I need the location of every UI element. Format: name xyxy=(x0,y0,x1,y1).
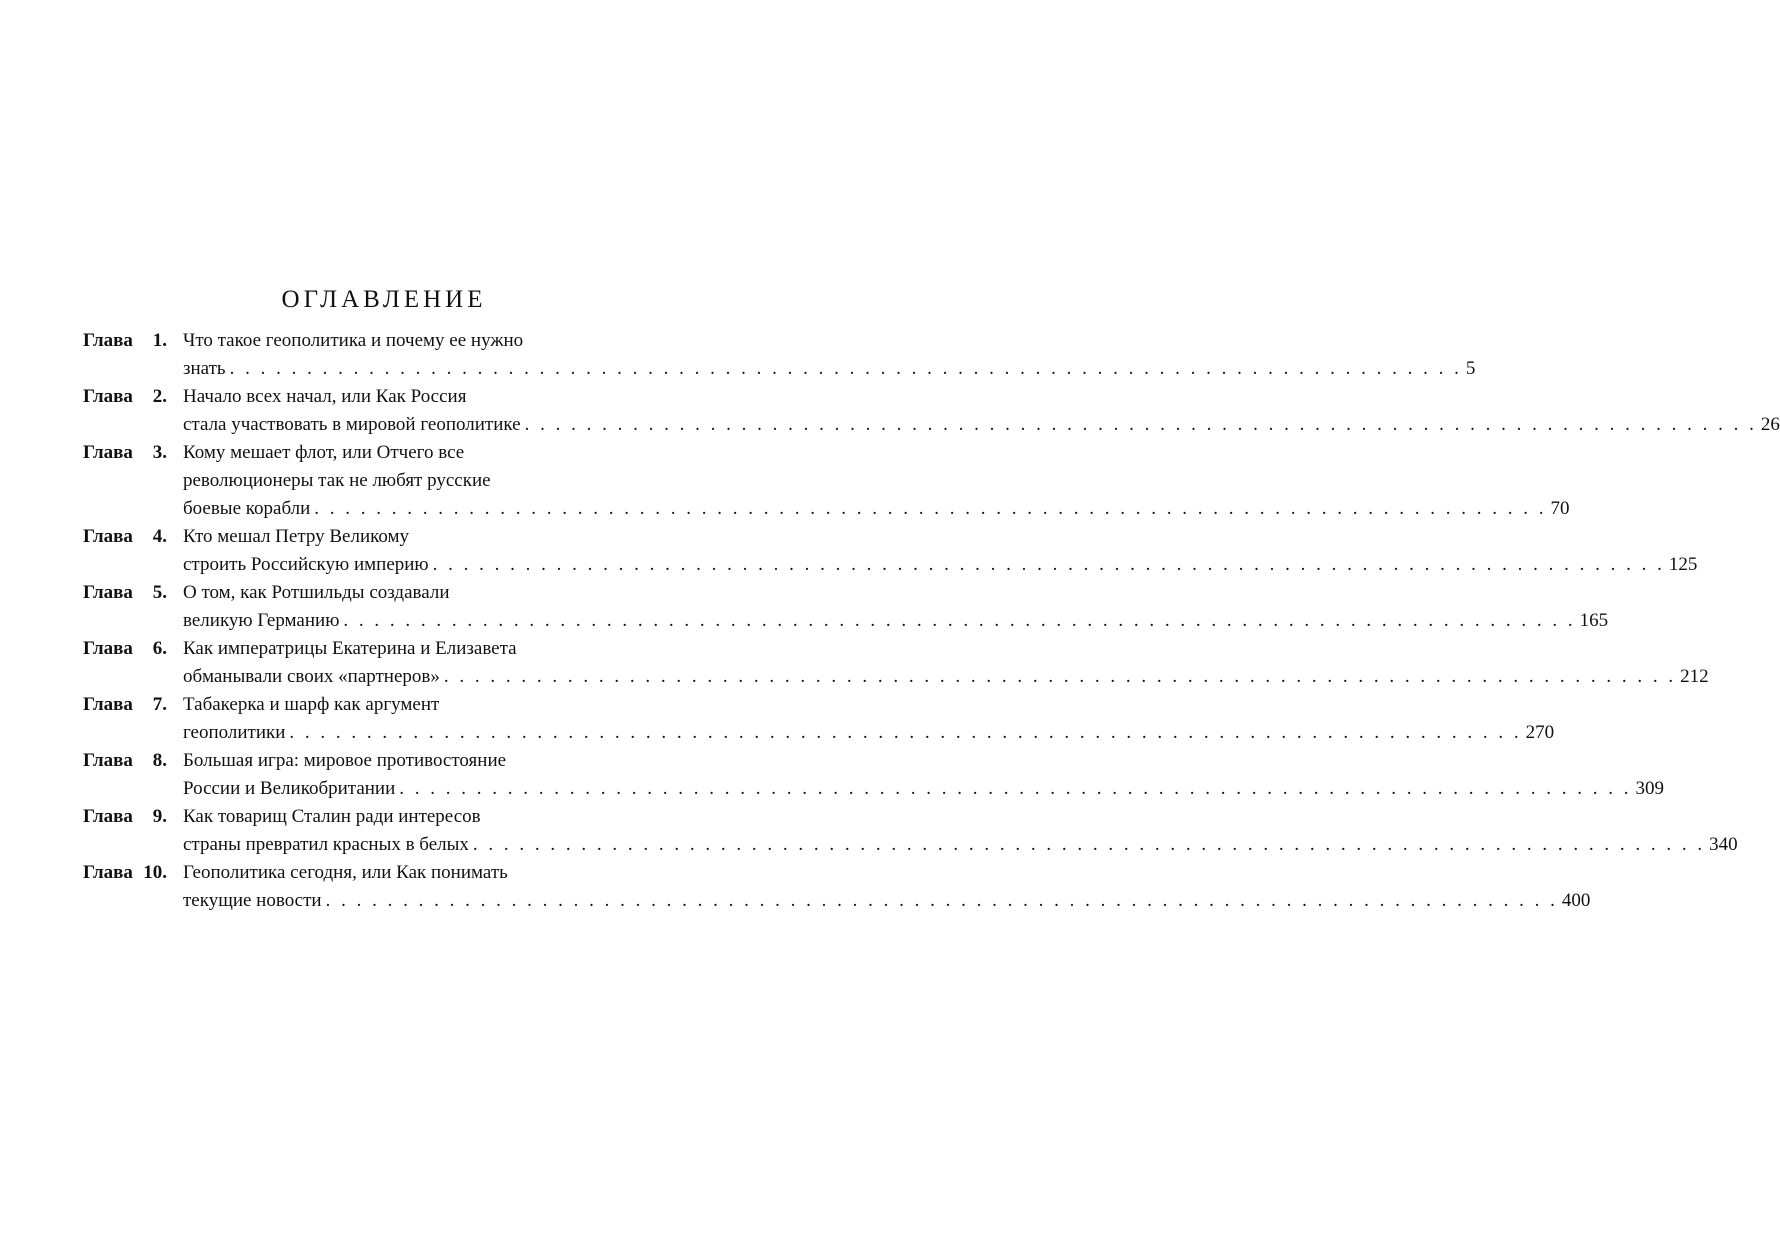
chapter-title-line xyxy=(183,411,1780,439)
page-number: 70 xyxy=(1550,498,1570,519)
page-title: ОГЛАВЛЕНИЕ xyxy=(281,286,487,313)
chapter-label xyxy=(83,327,167,355)
chapter-number: 6. xyxy=(152,638,167,659)
chapter-title-line: Геополитика сегодня, или Как понимать xyxy=(183,862,508,883)
chapter-title-line xyxy=(183,887,1591,915)
chapter-title-text: России и Великобритании xyxy=(183,778,396,799)
chapter-title-line xyxy=(183,775,1665,803)
chapter-title-text: обманывали своих «партнеров» xyxy=(183,666,440,687)
chapter-title-line xyxy=(183,495,1570,523)
dot-leader: . . . . . . . . . . . . . . . . . . . . . . . . . . . . . . . . . . . . . . . . . . . . . . . . . . . . . . . . . . . . . . . . . . . . . . . . . . . . . . . . xyxy=(289,722,1522,743)
toc-entry xyxy=(83,635,1709,691)
dot-leader: . . . . . . . . . . . . . . . . . . . . . . . . . . . . . . . . . . . . . . . . . . . . . . . . . . . . . . . . . . . . . . . . . . . . . . . . . . . . . . . . xyxy=(325,890,1558,911)
toc-entry xyxy=(83,523,1698,579)
chapter-word: Глава xyxy=(83,526,133,547)
chapter-title-line xyxy=(183,355,1476,383)
chapter-number: 7. xyxy=(152,694,167,715)
dot-leader: . . . . . . . . . . . . . . . . . . . . . . . . . . . . . . . . . . . . . . . . . . . . . . . . . . . . . . . . . . . . . . . . . . . . . . . . . . . . . . . . xyxy=(314,498,1547,519)
chapter-title-line: О том, как Ротшильды создавали xyxy=(183,582,450,603)
page-number: 340 xyxy=(1709,834,1738,855)
toc-entry xyxy=(83,327,1476,383)
chapter-title-line xyxy=(183,831,1738,859)
chapter-label xyxy=(83,691,167,719)
chapter-title-line: Начало всех начал, или Как Россия xyxy=(183,386,467,407)
chapter-title-line: Табакерка и шарф как аргумент xyxy=(183,694,440,715)
toc-entry xyxy=(83,383,1780,439)
chapter-title-text: геополитики xyxy=(183,722,286,743)
chapter-label xyxy=(83,635,167,663)
chapter-number: 10. xyxy=(143,862,167,883)
page-number: 125 xyxy=(1668,554,1698,575)
chapter-label xyxy=(83,579,167,607)
dot-leader: . . . . . . . . . . . . . . . . . . . . . . . . . . . . . . . . . . . . . . . . . . . . . . . . . . . . . . . . . . . . . . . . . . . . . . . . . . . . . . . . xyxy=(399,778,1632,799)
page-number: 212 xyxy=(1680,666,1709,687)
chapter-title-text: страны превратил красных в белых xyxy=(183,834,469,855)
chapter-title-line: Как товарищ Сталин ради интересов xyxy=(183,806,481,827)
chapter-word: Глава xyxy=(83,638,133,659)
chapter-title-line: Большая игра: мировое противостояние xyxy=(183,750,507,771)
chapter-title-text: текущие новости xyxy=(183,890,322,911)
chapter-label xyxy=(83,383,167,411)
page-number: 26 xyxy=(1760,414,1780,435)
dot-leader: . . . . . . . . . . . . . . . . . . . . . . . . . . . . . . . . . . . . . . . . . . . . . . . . . . . . . . . . . . . . . . . . . . . . . . . . . . . . . . . . xyxy=(472,834,1706,855)
toc-entry xyxy=(83,747,1665,803)
chapter-number: 1. xyxy=(152,330,167,351)
chapter-title-text: стала участвовать в мировой геополитике xyxy=(183,414,521,435)
chapter-label xyxy=(83,439,167,467)
chapter-number: 8. xyxy=(152,750,167,771)
chapter-title-line: революционеры так не любят русские xyxy=(183,470,491,491)
chapter-title-text: строить Российскую империю xyxy=(183,554,429,575)
chapter-number: 9. xyxy=(152,806,167,827)
chapter-title-line: Как императрицы Екатерина и Елизавета xyxy=(183,638,517,659)
toc-entry xyxy=(83,859,1591,915)
toc-list xyxy=(83,327,1780,915)
chapter-word: Глава xyxy=(83,442,133,463)
chapter-word: Глава xyxy=(83,862,133,883)
toc-entry xyxy=(83,803,1738,859)
page-number: 5 xyxy=(1465,358,1476,379)
chapter-number: 2. xyxy=(152,386,167,407)
chapter-label xyxy=(83,523,167,551)
chapter-word: Глава xyxy=(83,750,133,771)
chapter-title-line: Кто мешал Петру Великому xyxy=(183,526,410,547)
chapter-title-line xyxy=(183,607,1609,635)
chapter-title-line: Что такое геополитика и почему ее нужно xyxy=(183,330,524,351)
chapter-word: Глава xyxy=(83,386,133,407)
chapter-title-line: Кому мешает флот, или Отчего все xyxy=(183,442,465,463)
dot-leader: . . . . . . . . . . . . . . . . . . . . . . . . . . . . . . . . . . . . . . . . . . . . . . . . . . . . . . . . . . . . . . . . . . . . . . . . . . . . . . . . xyxy=(524,414,1757,435)
page-number: 165 xyxy=(1579,610,1609,631)
toc-entry xyxy=(83,579,1609,635)
page-number: 309 xyxy=(1635,778,1665,799)
chapter-label xyxy=(83,747,167,775)
page-number: 400 xyxy=(1561,890,1591,911)
chapter-title-text: боевые корабли xyxy=(183,498,311,519)
chapter-word: Глава xyxy=(83,330,133,351)
chapter-label xyxy=(83,859,167,887)
toc-entry xyxy=(83,691,1555,747)
page-number: 270 xyxy=(1525,722,1555,743)
chapter-number: 4. xyxy=(152,526,167,547)
chapter-number: 5. xyxy=(152,582,167,603)
chapter-title-text: знать xyxy=(183,358,226,379)
chapter-word: Глава xyxy=(83,582,133,603)
chapter-title-line xyxy=(183,719,1555,747)
chapter-word: Глава xyxy=(83,694,133,715)
chapter-word: Глава xyxy=(83,806,133,827)
dot-leader: . . . . . . . . . . . . . . . . . . . . . . . . . . . . . . . . . . . . . . . . . . . . . . . . . . . . . . . . . . . . . . . . . . . . . . . . . . . . . . . . xyxy=(432,554,1665,575)
toc-entry xyxy=(83,439,1570,523)
chapter-title-line xyxy=(183,551,1698,579)
chapter-label xyxy=(83,803,167,831)
dot-leader: . . . . . . . . . . . . . . . . . . . . . . . . . . . . . . . . . . . . . . . . . . . . . . . . . . . . . . . . . . . . . . . . . . . . . . . . . . . . . . . . xyxy=(443,666,1677,687)
chapter-number: 3. xyxy=(152,442,167,463)
chapter-title-text: великую Германию xyxy=(183,610,340,631)
dot-leader: . . . . . . . . . . . . . . . . . . . . . . . . . . . . . . . . . . . . . . . . . . . . . . . . . . . . . . . . . . . . . . . . . . . . . . . . . . . . . . . . xyxy=(229,358,1462,379)
dot-leader: . . . . . . . . . . . . . . . . . . . . . . . . . . . . . . . . . . . . . . . . . . . . . . . . . . . . . . . . . . . . . . . . . . . . . . . . . . . . . . . . xyxy=(343,610,1576,631)
chapter-title-line xyxy=(183,663,1709,691)
